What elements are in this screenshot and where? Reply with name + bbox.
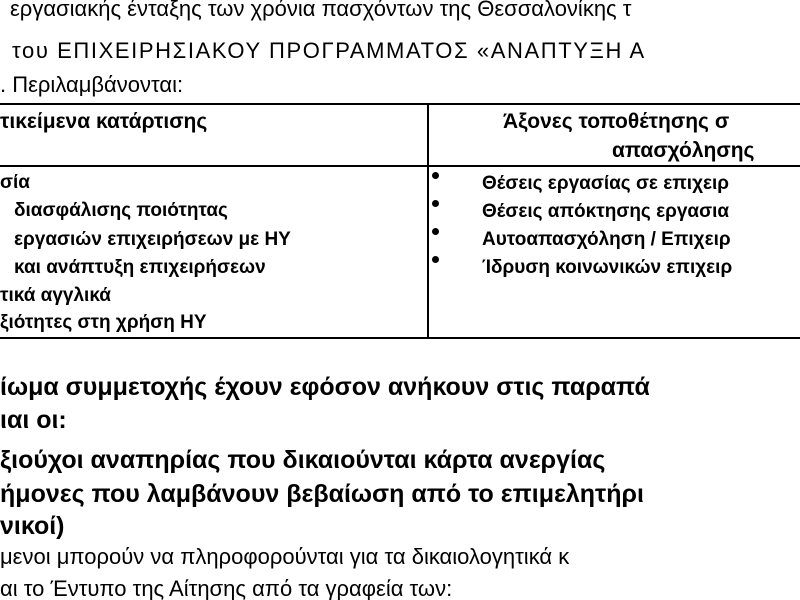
training-item: εργασιών επιχειρήσεων με ΗΥ <box>14 229 291 250</box>
bullet-icon <box>432 200 439 207</box>
eligibility-line-4: ήμονες που λαμβάνουν βεβαίωση από το επιμελητήρι <box>0 480 644 508</box>
training-item: τικά αγγλικά <box>0 285 111 306</box>
table-header-divider <box>0 165 800 167</box>
eligibility-line-3: ξιούχοι αναπηρίας που δικαιούνται κάρτα ανεργίας <box>0 446 606 474</box>
eligibility-line-5: νικοί) <box>0 512 65 540</box>
table-header-right-line-2: απασχόλησης <box>612 139 755 162</box>
placement-item: Ίδρυση κοινωνικών επιχειρ <box>482 257 733 278</box>
table-header-right-line-1: Άξονες τοποθέτησης σ <box>503 110 730 133</box>
table-header-left: τικείμενα κατάρτισης <box>0 110 208 133</box>
bullet-icon <box>432 228 439 235</box>
training-item: και ανάπτυξη επιχειρήσεων <box>14 257 266 278</box>
training-item: σία <box>0 172 30 193</box>
placement-item: Θέσεις εργασίας σε επιχειρ <box>482 173 730 194</box>
info-line-1: μενοι μπορούν να πληροφορούνται για τα δικαιολογητικά κ <box>0 544 570 569</box>
bullet-icon <box>432 256 439 263</box>
eligibility-line-1: ίωμα συμμετοχής έχουν εφόσον ανήκουν στις παραπά <box>0 373 650 401</box>
training-item: διασφάλισης ποιότητας <box>14 200 228 221</box>
table-top-border <box>0 103 800 105</box>
training-item: ξιότητες στη χρήση ΗΥ <box>0 312 207 333</box>
eligibility-line-2: ιαι οι: <box>0 406 67 434</box>
bullet-icon <box>432 172 439 179</box>
info-line-2: αι το Έντυπο της Αίτησης από τα γραφεία των: <box>0 576 453 600</box>
intro-line-1: εργασιακής ένταξης των χρόνια πασχόντων της Θεσσαλονίκης τ <box>10 0 632 21</box>
intro-line-2: του ΕΠΙΧΕΙΡΗΣΙΑΚΟΥ ΠΡΟΓΡΑΜΜΑΤΟΣ «ΑΝΑΠΤΥΞΗ Α <box>12 38 646 63</box>
placement-item: Αυτοαπασχόληση / Επιχειρ <box>482 229 731 250</box>
intro-line-3: . Περιλαμβάνονται: <box>0 72 184 97</box>
placement-item: Θέσεις απόκτησης εργασια <box>482 201 730 222</box>
table-column-divider <box>427 103 429 339</box>
table-bottom-border <box>0 337 800 339</box>
